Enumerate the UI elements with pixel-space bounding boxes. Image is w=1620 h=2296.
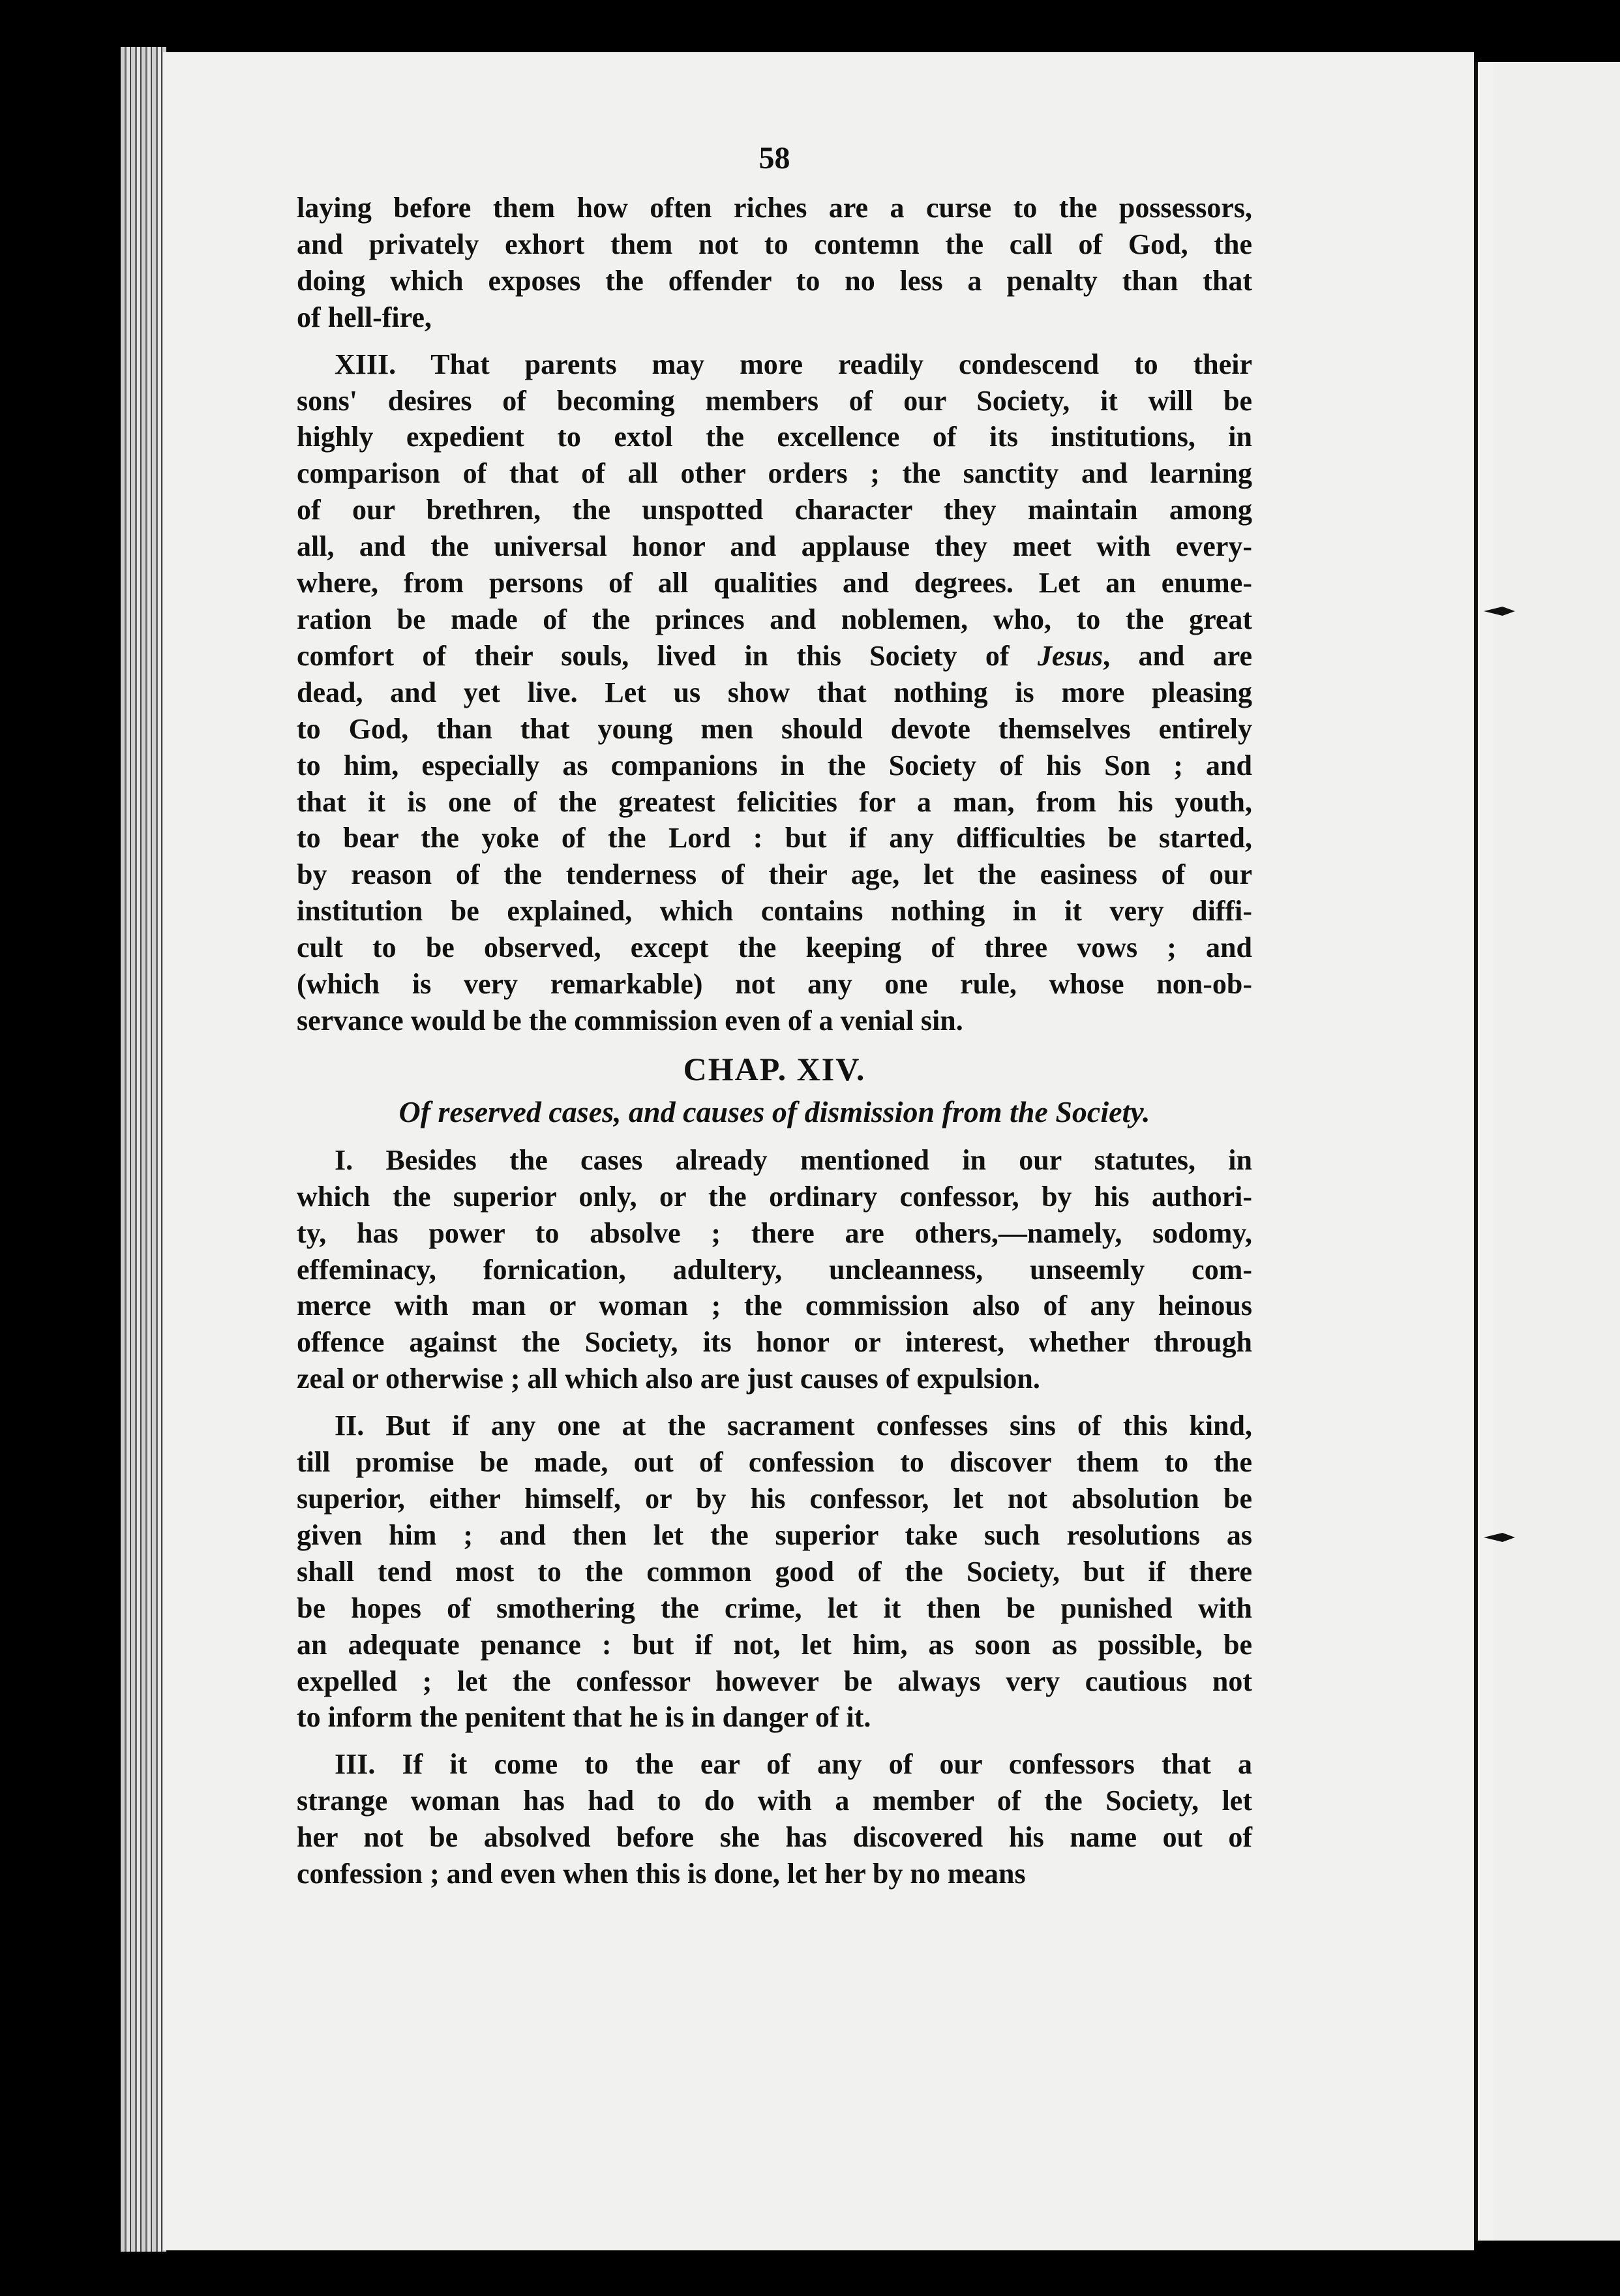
text-line: highly expedient to extol the excellence of its institutions, in — [297, 421, 1252, 453]
paragraph — [297, 1408, 1252, 1736]
paragraph — [297, 1746, 1252, 1892]
text-line: till promise be made, out of confession to discover them to the — [297, 1446, 1252, 1479]
text-line: sons' desires of becoming members of our Society, it will be — [297, 384, 1252, 417]
text-line: ty, has power to absolve ; there are others,—namely, sodomy, — [297, 1216, 1252, 1249]
text-line: effeminacy, fornication, adultery, uncleanness, unseemly com- — [297, 1253, 1252, 1286]
text-line: to God, than that young men should devote themselves entirely — [297, 712, 1252, 745]
text-line: III. If it come to the ear of any of our confessors that a — [335, 1748, 1252, 1781]
text-line: expelled ; let the confessor however be always very cautious not — [297, 1665, 1252, 1697]
chapter-subtitle: Of reserved cases, and causes of dismission from the Society. — [398, 1095, 1150, 1128]
text-line: comfort of their souls, lived in this Society of Jesus, and are — [297, 639, 1252, 672]
text-line: strange woman has had to do with a member of the Society, let — [297, 1785, 1252, 1817]
text-line: that it is one of the greatest felicities for a man, from his youth, — [297, 785, 1252, 818]
text-line: to inform the penitent that he is in danger of it. — [297, 1701, 871, 1734]
text-line: all, and the universal honor and applause they meet with every- — [297, 530, 1252, 563]
paragraph — [297, 190, 1252, 336]
page-number: 58 — [758, 141, 790, 175]
text-line: II. But if any one at the sacrament confesses sins of this kind, — [335, 1410, 1252, 1442]
text-line: an adequate penance : but if not, let him, as soon as possible, be — [297, 1628, 1252, 1661]
text-line: merce with man or woman ; the commission also of any heinous — [297, 1290, 1252, 1322]
facing-page — [1493, 62, 1620, 2241]
text-line: (which is very remarkable) not any one rule, whose non-ob- — [297, 968, 1252, 1001]
book-page-edges — [121, 47, 166, 2252]
chapter-paragraphs — [297, 1142, 1252, 1892]
body-paragraphs — [297, 190, 1252, 1039]
text-line: laying before them how often riches are a curse to the possessors, — [297, 192, 1252, 224]
text-line: where, from persons of all qualities and degrees. Let an enume- — [297, 567, 1252, 599]
text-line: of hell-fire, — [297, 301, 432, 333]
text-line: by reason of the tenderness of their age, let the easiness of our — [297, 858, 1252, 891]
text-line: her not be absolved before she has discovered his name out of — [297, 1821, 1252, 1854]
text-line: to bear the yoke of the Lord : but if any difficulties be started, — [297, 822, 1252, 854]
text-line: offence against the Society, its honor or interest, whether through — [297, 1326, 1252, 1359]
facing-page-edge — [1475, 62, 1493, 2241]
text-line: I. Besides the cases already mentioned in our statutes, in — [335, 1143, 1252, 1176]
text-line: of our brethren, the unspotted character they maintain among — [297, 494, 1252, 526]
italic-word: Jesus — [1037, 639, 1103, 672]
text-line: be hopes of smothering the crime, let it then be punished with — [297, 1592, 1252, 1624]
text-line: institution be explained, which contains nothing in it very diffi- — [297, 895, 1252, 928]
text-line: and privately exhort them not to contemn the call of God, the — [297, 228, 1252, 260]
paragraph — [297, 1142, 1252, 1397]
text-line: servance would be the commission even of a venial sin. — [297, 1004, 963, 1036]
text-line: ration be made of the princes and noblemen, who, to the great — [297, 603, 1252, 635]
text-line: which the superior only, or the ordinary confessor, by his authori- — [297, 1180, 1252, 1213]
text-line: cult to be observed, except the keeping of three vows ; and — [297, 931, 1252, 964]
chapter-heading: CHAP. XIV. — [683, 1050, 866, 1087]
text-line: superior, either himself, or by his confessor, let not absolution be — [297, 1483, 1252, 1515]
text-line: confession ; and even when this is done, let her by no means — [297, 1858, 1026, 1890]
text-line: shall tend most to the common good of the Society, but if there — [297, 1555, 1252, 1588]
text-line: given him ; and then let the superior take such resolutions as — [297, 1518, 1252, 1551]
text-line: to him, especially as companions in the Society of his Son ; and — [297, 749, 1252, 781]
text-line: comparison of that of all other orders ; the sanctity and learning — [297, 457, 1252, 490]
text-line: zeal or otherwise ; all which also are just causes of expulsion. — [297, 1363, 1040, 1395]
paragraph — [297, 346, 1252, 1039]
text-line: XIII. That parents may more readily condescend to their — [335, 348, 1252, 380]
text-line: doing which exposes the offender to no less a penalty than that — [297, 264, 1252, 297]
page-text — [297, 140, 1252, 1903]
text-line: dead, and yet live. Let us show that nothing is more pleasing — [297, 676, 1252, 708]
